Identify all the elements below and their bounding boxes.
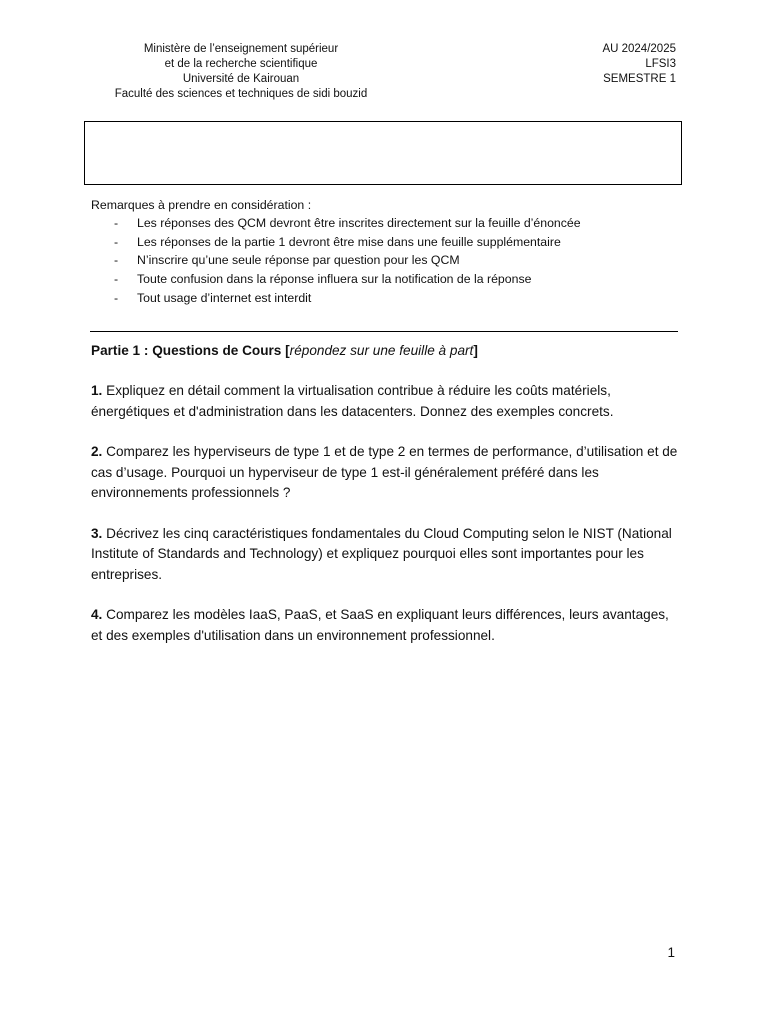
remark-text: Tout usage d’internet est interdit <box>137 290 312 305</box>
academic-year: AU 2024/2025 <box>602 43 676 55</box>
part1-title <box>91 341 681 361</box>
question-number: 2. <box>91 444 103 459</box>
student-info-box <box>84 121 682 185</box>
remark-text: Toute confusion dans la réponse influera sur la notification de la réponse <box>137 272 532 287</box>
program-level: LFSI3 <box>645 58 676 70</box>
remarks-list <box>91 214 691 308</box>
remark-text: Les réponses de la partie 1 devront être mise dans une feuille supplémentaire <box>137 234 561 249</box>
question-2 <box>91 442 681 504</box>
remark-item <box>91 233 691 252</box>
question-number: 3. <box>91 525 103 541</box>
page-number: 1 <box>667 945 675 960</box>
institution-line: Ministère de l’enseignement supérieur <box>143 43 339 55</box>
question-1 <box>91 381 681 422</box>
question-text: Décrivez les cinq caractéristiques fondamentales du Cloud Computing selon le NIST (National Institute of Standards and Technology) et expliquez pourquoi elles sont importantes pour les entreprises. <box>91 525 672 582</box>
remarks-section <box>91 196 691 308</box>
institution-line: Faculté des sciences et techniques de sidi bouzid <box>114 88 368 100</box>
section-divider <box>90 331 678 332</box>
part1-title-end: ] <box>473 343 478 358</box>
question-number: 4. <box>91 607 103 622</box>
remarks-title: Remarques à prendre en considération : <box>91 198 312 212</box>
remark-text: N’inscrire qu’une seule réponse par question pour les QCM <box>137 253 460 268</box>
remark-item <box>91 214 691 233</box>
question-number: 1. <box>91 383 103 398</box>
question-text: Comparez les hyperviseurs de type 1 et de type 2 en termes de performance, d’utilisation et de cas d’usage. Pourquoi un hyperviseur de type 1 est-il généralement préféré dans les environnements professionnels ? <box>91 444 678 500</box>
question-text: Expliquez en détail comment la virtualisation contribue à réduire les coûts matériels, énergétiques et d'administration dans les datacenters. Donnez des exemples concrets. <box>91 383 614 419</box>
semester: SEMESTRE 1 <box>603 73 676 85</box>
question-4 <box>91 605 681 646</box>
part1-title-note: répondez sur une feuille à part <box>289 343 474 358</box>
question-3 <box>91 524 681 586</box>
bullet-dash: - <box>114 216 119 230</box>
part1-title-bold: Partie 1 : Questions de Cours [ <box>91 343 290 358</box>
institution-header <box>96 42 386 102</box>
part1-section <box>91 341 681 666</box>
bullet-dash: - <box>114 253 119 268</box>
remark-item <box>91 251 691 270</box>
question-text: Comparez les modèles IaaS, PaaS, et SaaS en expliquant leurs différences, leurs avantages, et des exemples d'utilisation dans un environnement professionnel. <box>91 607 669 643</box>
remark-item <box>91 270 691 289</box>
institution-line: Université de Kairouan <box>182 73 300 85</box>
bullet-dash: - <box>114 290 119 305</box>
bullet-dash: - <box>114 234 119 249</box>
bullet-dash: - <box>114 272 119 287</box>
exam-meta-header <box>602 42 676 87</box>
remark-item <box>91 289 691 308</box>
remark-text: Les réponses des QCM devront être inscrites directement sur la feuille d’énoncée <box>137 216 581 230</box>
institution-line: et de la recherche scientifique <box>164 58 318 70</box>
